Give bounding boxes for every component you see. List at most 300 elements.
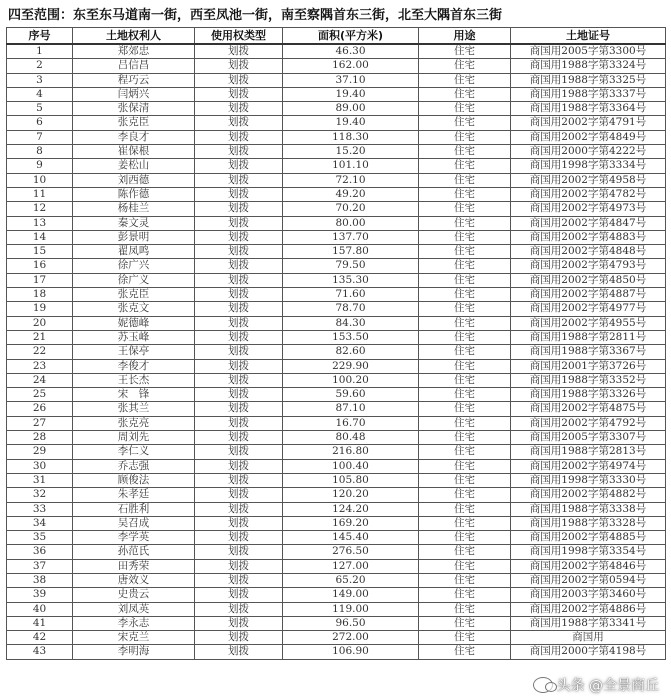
table-row xyxy=(7,416,666,430)
cell-cert-no: 商国用1988字第3325号 xyxy=(511,73,666,87)
land-rights-table xyxy=(6,27,666,660)
cell-area: 100.40 xyxy=(283,459,419,473)
cell-holder: 张保清 xyxy=(73,102,195,116)
cell-use: 住宅 xyxy=(419,187,511,201)
table-row xyxy=(7,602,666,616)
cell-area: 87.10 xyxy=(283,402,419,416)
table-row xyxy=(7,230,666,244)
cell-use: 住宅 xyxy=(419,616,511,630)
cell-holder: 刘西德 xyxy=(73,173,195,187)
table-row xyxy=(7,388,666,402)
cell-index: 29 xyxy=(7,445,73,459)
cell-right-type: 划拨 xyxy=(195,230,283,244)
cell-use: 住宅 xyxy=(419,159,511,173)
cell-holder: 张克臣 xyxy=(73,288,195,302)
cell-right-type: 划拨 xyxy=(195,44,283,59)
cell-cert-no: 商国用2002字第4846号 xyxy=(511,559,666,573)
table-row xyxy=(7,302,666,316)
cell-index: 24 xyxy=(7,373,73,387)
cell-area: 79.50 xyxy=(283,259,419,273)
cell-index: 25 xyxy=(7,388,73,402)
cell-area: 120.20 xyxy=(283,488,419,502)
cell-right-type: 划拨 xyxy=(195,445,283,459)
cell-right-type: 划拨 xyxy=(195,273,283,287)
cell-area: 78.70 xyxy=(283,302,419,316)
cell-use: 住宅 xyxy=(419,202,511,216)
cell-area: 80.00 xyxy=(283,216,419,230)
cell-area: 229.90 xyxy=(283,359,419,373)
cell-right-type: 划拨 xyxy=(195,373,283,387)
cell-use: 住宅 xyxy=(419,173,511,187)
cell-area: 96.50 xyxy=(283,616,419,630)
cell-cert-no: 商国用2002字第4974号 xyxy=(511,459,666,473)
cell-holder: 李俊才 xyxy=(73,359,195,373)
cell-use: 住宅 xyxy=(419,445,511,459)
table-row xyxy=(7,330,666,344)
cell-right-type: 划拨 xyxy=(195,402,283,416)
cell-use: 住宅 xyxy=(419,559,511,573)
cell-use: 住宅 xyxy=(419,216,511,230)
cell-index: 42 xyxy=(7,631,73,645)
cell-holder: 吕信昌 xyxy=(73,59,195,73)
cell-use: 住宅 xyxy=(419,73,511,87)
cell-right-type: 划拨 xyxy=(195,359,283,373)
cell-index: 8 xyxy=(7,145,73,159)
cell-cert-no: 商国用2002字第4973号 xyxy=(511,202,666,216)
cell-right-type: 划拨 xyxy=(195,473,283,487)
cell-cert-no: 商国用2000字第4222号 xyxy=(511,145,666,159)
table-row xyxy=(7,202,666,216)
page-title: 四至范围：东至东马道南一街，西至凤池一街，南至察隅首东三街，北至大隅首东三街 xyxy=(8,8,503,23)
cell-cert-no: 商国用2002字第4955号 xyxy=(511,316,666,330)
cell-cert-no: 商国用2002字第4882号 xyxy=(511,488,666,502)
cell-index: 1 xyxy=(7,44,73,59)
table-row xyxy=(7,645,666,659)
cell-area: 145.40 xyxy=(283,531,419,545)
cell-right-type: 划拨 xyxy=(195,130,283,144)
cell-index: 39 xyxy=(7,588,73,602)
cell-index: 16 xyxy=(7,259,73,273)
cell-area: 118.30 xyxy=(283,130,419,144)
cell-index: 38 xyxy=(7,573,73,587)
cell-use: 住宅 xyxy=(419,573,511,587)
cell-use: 住宅 xyxy=(419,388,511,402)
cell-right-type: 划拨 xyxy=(195,187,283,201)
col-header-holder: 土地权利人 xyxy=(73,28,195,45)
cell-area: 19.40 xyxy=(283,116,419,130)
cell-holder: 刘凤英 xyxy=(73,602,195,616)
cell-right-type: 划拨 xyxy=(195,87,283,101)
cell-area: 101.10 xyxy=(283,159,419,173)
cell-holder: 张其兰 xyxy=(73,402,195,416)
cell-cert-no: 商国用2002字第4848号 xyxy=(511,245,666,259)
cell-use: 住宅 xyxy=(419,59,511,73)
cell-holder: 宋克兰 xyxy=(73,631,195,645)
cell-holder: 田秀荣 xyxy=(73,559,195,573)
table-row xyxy=(7,488,666,502)
cell-holder: 李仁义 xyxy=(73,445,195,459)
cell-right-type: 划拨 xyxy=(195,502,283,516)
cell-holder: 妮德峰 xyxy=(73,316,195,330)
cell-index: 32 xyxy=(7,488,73,502)
cell-holder: 郑郊忠 xyxy=(73,44,195,59)
cell-index: 6 xyxy=(7,116,73,130)
cell-index: 13 xyxy=(7,216,73,230)
cell-right-type: 划拨 xyxy=(195,116,283,130)
cell-right-type: 划拨 xyxy=(195,531,283,545)
cell-area: 216.80 xyxy=(283,445,419,459)
cell-holder: 李学英 xyxy=(73,531,195,545)
cell-holder: 王长杰 xyxy=(73,373,195,387)
col-header-index: 序号 xyxy=(7,28,73,45)
table-row xyxy=(7,531,666,545)
table-row xyxy=(7,588,666,602)
cell-holder: 朱孝廷 xyxy=(73,488,195,502)
cell-area: 19.40 xyxy=(283,87,419,101)
cell-use: 住宅 xyxy=(419,588,511,602)
cell-right-type: 划拨 xyxy=(195,159,283,173)
cell-index: 34 xyxy=(7,516,73,530)
cell-use: 住宅 xyxy=(419,502,511,516)
cell-right-type: 划拨 xyxy=(195,330,283,344)
cell-holder: 彭景明 xyxy=(73,230,195,244)
cell-index: 19 xyxy=(7,302,73,316)
cell-use: 住宅 xyxy=(419,330,511,344)
cell-cert-no: 商国用2002字第4793号 xyxy=(511,259,666,273)
cell-cert-no: 商国用1988字第3352号 xyxy=(511,373,666,387)
cell-right-type: 划拨 xyxy=(195,416,283,430)
cell-right-type: 划拨 xyxy=(195,488,283,502)
cell-area: 276.50 xyxy=(283,545,419,559)
cell-holder: 徐广义 xyxy=(73,273,195,287)
table-row xyxy=(7,316,666,330)
cell-holder: 秦文灵 xyxy=(73,216,195,230)
cell-holder: 宋 锋 xyxy=(73,388,195,402)
cell-use: 住宅 xyxy=(419,631,511,645)
cell-cert-no: 商国用2001字第3726号 xyxy=(511,359,666,373)
cell-right-type: 划拨 xyxy=(195,202,283,216)
cell-area: 70.20 xyxy=(283,202,419,216)
cell-use: 住宅 xyxy=(419,230,511,244)
cell-right-type: 划拨 xyxy=(195,602,283,616)
cell-use: 住宅 xyxy=(419,273,511,287)
cell-index: 10 xyxy=(7,173,73,187)
cell-right-type: 划拨 xyxy=(195,631,283,645)
cell-cert-no: 商国用1998字第3354号 xyxy=(511,545,666,559)
cell-area: 80.48 xyxy=(283,431,419,445)
table-row xyxy=(7,459,666,473)
table-row xyxy=(7,402,666,416)
cell-use: 住宅 xyxy=(419,373,511,387)
cell-index: 26 xyxy=(7,402,73,416)
cell-holder: 张克亮 xyxy=(73,416,195,430)
table-row xyxy=(7,216,666,230)
cell-use: 住宅 xyxy=(419,516,511,530)
cell-holder: 陈作德 xyxy=(73,187,195,201)
cell-area: 149.00 xyxy=(283,588,419,602)
cell-area: 169.20 xyxy=(283,516,419,530)
cell-cert-no: 商国用2002字第4887号 xyxy=(511,288,666,302)
cell-area: 157.80 xyxy=(283,245,419,259)
table-row xyxy=(7,516,666,530)
table-row xyxy=(7,102,666,116)
cell-holder: 姜松山 xyxy=(73,159,195,173)
cell-area: 82.60 xyxy=(283,345,419,359)
cell-use: 住宅 xyxy=(419,488,511,502)
cell-holder: 周刘先 xyxy=(73,431,195,445)
cell-holder: 唐效义 xyxy=(73,573,195,587)
cell-right-type: 划拨 xyxy=(195,345,283,359)
cell-cert-no: 商国用 xyxy=(511,631,666,645)
cell-use: 住宅 xyxy=(419,602,511,616)
cell-use: 住宅 xyxy=(419,302,511,316)
cell-index: 17 xyxy=(7,273,73,287)
cell-area: 37.10 xyxy=(283,73,419,87)
cell-cert-no: 商国用2002字第4850号 xyxy=(511,273,666,287)
cell-cert-no: 商国用1988字第3324号 xyxy=(511,59,666,73)
table-row xyxy=(7,273,666,287)
cell-area: 84.30 xyxy=(283,316,419,330)
cell-right-type: 划拨 xyxy=(195,173,283,187)
cell-holder: 翟凤鸣 xyxy=(73,245,195,259)
cell-right-type: 划拨 xyxy=(195,559,283,573)
cell-index: 3 xyxy=(7,73,73,87)
cell-right-type: 划拨 xyxy=(195,431,283,445)
cell-index: 4 xyxy=(7,87,73,101)
table-row xyxy=(7,259,666,273)
cell-holder: 张克臣 xyxy=(73,116,195,130)
cell-right-type: 划拨 xyxy=(195,616,283,630)
cell-area: 137.70 xyxy=(283,230,419,244)
cell-cert-no: 商国用1988字第3367号 xyxy=(511,345,666,359)
cell-cert-no: 商国用1988字第2811号 xyxy=(511,330,666,344)
cell-cert-no: 商国用2005字第3300号 xyxy=(511,44,666,59)
table-row xyxy=(7,359,666,373)
cell-right-type: 划拨 xyxy=(195,73,283,87)
cell-cert-no: 商国用2002字第0594号 xyxy=(511,573,666,587)
table-row xyxy=(7,73,666,87)
cell-index: 27 xyxy=(7,416,73,430)
table-row xyxy=(7,159,666,173)
cell-cert-no: 商国用2002字第4782号 xyxy=(511,187,666,201)
cell-cert-no: 商国用2002字第4885号 xyxy=(511,531,666,545)
cell-holder: 李良才 xyxy=(73,130,195,144)
cell-index: 28 xyxy=(7,431,73,445)
table-row xyxy=(7,445,666,459)
table-row xyxy=(7,145,666,159)
cell-index: 18 xyxy=(7,288,73,302)
table-row xyxy=(7,187,666,201)
table-row xyxy=(7,573,666,587)
table-row xyxy=(7,245,666,259)
cell-use: 住宅 xyxy=(419,44,511,59)
cell-area: 106.90 xyxy=(283,645,419,659)
cell-index: 7 xyxy=(7,130,73,144)
cell-index: 12 xyxy=(7,202,73,216)
cell-holder: 顾俊法 xyxy=(73,473,195,487)
cell-cert-no: 商国用2002字第4849号 xyxy=(511,130,666,144)
watermark xyxy=(533,675,659,695)
table-row xyxy=(7,130,666,144)
cell-right-type: 划拨 xyxy=(195,316,283,330)
cell-cert-no: 商国用2005字第3307号 xyxy=(511,431,666,445)
cell-area: 65.20 xyxy=(283,573,419,587)
cell-index: 11 xyxy=(7,187,73,201)
cell-use: 住宅 xyxy=(419,345,511,359)
cell-area: 272.00 xyxy=(283,631,419,645)
table-row xyxy=(7,373,666,387)
cell-use: 住宅 xyxy=(419,402,511,416)
cell-use: 住宅 xyxy=(419,288,511,302)
cell-right-type: 划拨 xyxy=(195,302,283,316)
cell-holder: 李永志 xyxy=(73,616,195,630)
cell-cert-no: 商国用2002字第4847号 xyxy=(511,216,666,230)
table-row xyxy=(7,116,666,130)
cell-area: 100.20 xyxy=(283,373,419,387)
cell-index: 31 xyxy=(7,473,73,487)
cell-index: 23 xyxy=(7,359,73,373)
cell-use: 住宅 xyxy=(419,102,511,116)
cell-area: 16.70 xyxy=(283,416,419,430)
cell-area: 119.00 xyxy=(283,602,419,616)
cell-holder: 王保亭 xyxy=(73,345,195,359)
table-row xyxy=(7,288,666,302)
cell-use: 住宅 xyxy=(419,87,511,101)
table-row xyxy=(7,502,666,516)
table-row xyxy=(7,545,666,559)
cell-holder: 石胜利 xyxy=(73,502,195,516)
cell-area: 127.00 xyxy=(283,559,419,573)
col-header-use: 用途 xyxy=(419,28,511,45)
cell-index: 41 xyxy=(7,616,73,630)
wechat-icon xyxy=(533,677,553,693)
cell-cert-no: 商国用1998字第3334号 xyxy=(511,159,666,173)
cell-right-type: 划拨 xyxy=(195,216,283,230)
cell-index: 15 xyxy=(7,245,73,259)
cell-holder: 李明海 xyxy=(73,645,195,659)
table-row xyxy=(7,616,666,630)
cell-index: 9 xyxy=(7,159,73,173)
cell-cert-no: 商国用1988字第3338号 xyxy=(511,502,666,516)
cell-holder: 崔保根 xyxy=(73,145,195,159)
cell-right-type: 划拨 xyxy=(195,516,283,530)
cell-index: 33 xyxy=(7,502,73,516)
cell-area: 72.10 xyxy=(283,173,419,187)
cell-cert-no: 商国用1988字第3326号 xyxy=(511,388,666,402)
cell-cert-no: 商国用2000字第4198号 xyxy=(511,645,666,659)
table-row xyxy=(7,173,666,187)
cell-use: 住宅 xyxy=(419,130,511,144)
cell-index: 21 xyxy=(7,330,73,344)
cell-cert-no: 商国用2002字第4875号 xyxy=(511,402,666,416)
cell-index: 5 xyxy=(7,102,73,116)
cell-holder: 乔志强 xyxy=(73,459,195,473)
table-header-row xyxy=(7,28,666,45)
cell-area: 105.80 xyxy=(283,473,419,487)
cell-cert-no: 商国用1988字第3364号 xyxy=(511,102,666,116)
cell-right-type: 划拨 xyxy=(195,588,283,602)
cell-holder: 杨桂兰 xyxy=(73,202,195,216)
cell-area: 124.20 xyxy=(283,502,419,516)
cell-cert-no: 商国用1988字第2813号 xyxy=(511,445,666,459)
cell-cert-no: 商国用1998字第3330号 xyxy=(511,473,666,487)
cell-holder: 闫炳兴 xyxy=(73,87,195,101)
cell-cert-no: 商国用1988字第3328号 xyxy=(511,516,666,530)
cell-use: 住宅 xyxy=(419,245,511,259)
table-row xyxy=(7,44,666,59)
cell-area: 46.30 xyxy=(283,44,419,59)
cell-use: 住宅 xyxy=(419,145,511,159)
cell-right-type: 划拨 xyxy=(195,59,283,73)
cell-right-type: 划拨 xyxy=(195,288,283,302)
table-row xyxy=(7,473,666,487)
cell-right-type: 划拨 xyxy=(195,545,283,559)
cell-area: 71.60 xyxy=(283,288,419,302)
cell-index: 30 xyxy=(7,459,73,473)
col-header-cert-no: 土地证号 xyxy=(511,28,666,45)
cell-holder: 张克文 xyxy=(73,302,195,316)
cell-index: 20 xyxy=(7,316,73,330)
cell-right-type: 划拨 xyxy=(195,388,283,402)
cell-area: 15.20 xyxy=(283,145,419,159)
cell-cert-no: 商国用2002字第4791号 xyxy=(511,116,666,130)
cell-area: 135.30 xyxy=(283,273,419,287)
cell-holder: 吴召成 xyxy=(73,516,195,530)
cell-cert-no: 商国用2002字第4886号 xyxy=(511,602,666,616)
watermark-text: 头条 @全景商丘 xyxy=(556,678,659,694)
cell-use: 住宅 xyxy=(419,316,511,330)
cell-holder: 苏玉峰 xyxy=(73,330,195,344)
cell-index: 35 xyxy=(7,531,73,545)
table-row xyxy=(7,631,666,645)
cell-right-type: 划拨 xyxy=(195,645,283,659)
cell-cert-no: 商国用1988字第3341号 xyxy=(511,616,666,630)
cell-use: 住宅 xyxy=(419,359,511,373)
cell-holder: 史贵云 xyxy=(73,588,195,602)
cell-holder: 孙范氏 xyxy=(73,545,195,559)
cell-cert-no: 商国用2002字第4792号 xyxy=(511,416,666,430)
cell-area: 59.60 xyxy=(283,388,419,402)
table-row xyxy=(7,559,666,573)
cell-area: 89.00 xyxy=(283,102,419,116)
cell-index: 43 xyxy=(7,645,73,659)
cell-use: 住宅 xyxy=(419,545,511,559)
cell-use: 住宅 xyxy=(419,259,511,273)
cell-holder: 程巧云 xyxy=(73,73,195,87)
cell-use: 住宅 xyxy=(419,531,511,545)
cell-use: 住宅 xyxy=(419,116,511,130)
cell-right-type: 划拨 xyxy=(195,573,283,587)
cell-use: 住宅 xyxy=(419,645,511,659)
cell-cert-no: 商国用2002字第4977号 xyxy=(511,302,666,316)
cell-right-type: 划拨 xyxy=(195,145,283,159)
table-body xyxy=(7,44,666,659)
table-row xyxy=(7,431,666,445)
cell-right-type: 划拨 xyxy=(195,259,283,273)
cell-use: 住宅 xyxy=(419,473,511,487)
cell-right-type: 划拨 xyxy=(195,102,283,116)
cell-use: 住宅 xyxy=(419,431,511,445)
cell-cert-no: 商国用2002字第4958号 xyxy=(511,173,666,187)
cell-right-type: 划拨 xyxy=(195,459,283,473)
cell-area: 153.50 xyxy=(283,330,419,344)
cell-index: 36 xyxy=(7,545,73,559)
table-row xyxy=(7,345,666,359)
cell-area: 162.00 xyxy=(283,59,419,73)
cell-holder: 徐广兴 xyxy=(73,259,195,273)
cell-index: 14 xyxy=(7,230,73,244)
cell-cert-no: 商国用2003字第3460号 xyxy=(511,588,666,602)
